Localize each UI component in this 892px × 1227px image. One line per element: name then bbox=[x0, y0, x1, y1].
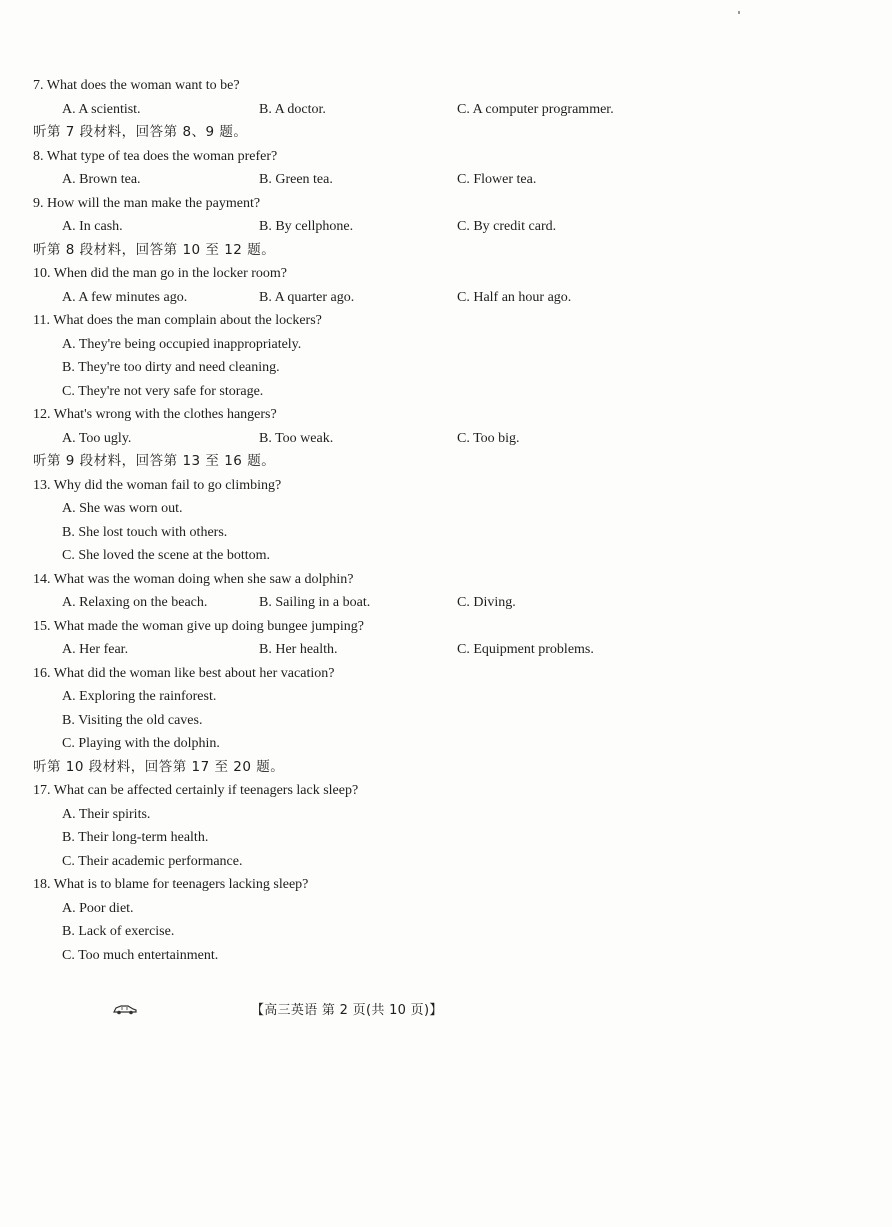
option-c: C. Too big. bbox=[457, 430, 520, 446]
answer-option: B. Lack of exercise. bbox=[62, 924, 175, 939]
option-c: C. Half an hour ago. bbox=[457, 289, 572, 305]
answer-option: A. Poor diet. bbox=[62, 900, 134, 916]
answer-option: C. She loved the scene at the bottom. bbox=[62, 548, 271, 563]
question-stem: 8. What type of tea does the woman prefer? bbox=[33, 148, 278, 164]
page-number-label: 【高三英语 第 2 页(共 10 页)】 bbox=[251, 1003, 443, 1018]
option-a: A. Relaxing on the beach. bbox=[62, 595, 208, 610]
answer-option: B. They're too dirty and need cleaning. bbox=[62, 360, 280, 375]
answer-option: C. They're not very safe for storage. bbox=[62, 383, 264, 399]
question-stem: 7. What does the woman want to be? bbox=[33, 78, 240, 93]
question-stem: 9. How will the man make the payment? bbox=[33, 195, 261, 211]
question-stem: 11. What does the man complain about the lockers? bbox=[33, 313, 322, 328]
answer-option: B. Visiting the old caves. bbox=[62, 712, 203, 728]
option-b: B. Sailing in a boat. bbox=[259, 595, 371, 610]
section-instruction: 听第 10 段材料，回答第 17 至 20 题。 bbox=[33, 758, 285, 775]
question-stem: 10. When did the man go in the locker room? bbox=[33, 266, 288, 281]
option-c: C. Flower tea. bbox=[457, 172, 537, 187]
option-b: B. Too weak. bbox=[259, 430, 334, 446]
question-stem: 18. What is to blame for teenagers lacking sleep? bbox=[33, 877, 309, 892]
option-b: B. Her health. bbox=[259, 642, 338, 657]
answer-option: B. Their long-term health. bbox=[62, 830, 209, 845]
answer-option: C. Their academic performance. bbox=[62, 853, 243, 869]
option-a: A. A few minutes ago. bbox=[62, 289, 188, 305]
option-c: C. A computer programmer. bbox=[457, 101, 614, 117]
question-stem: 14. What was the woman doing when she saw a dolphin? bbox=[33, 571, 354, 587]
option-a: A. A scientist. bbox=[62, 101, 141, 117]
option-a: A. In cash. bbox=[62, 219, 123, 234]
question-stem: 17. What can be affected certainly if teenagers lack sleep? bbox=[33, 783, 359, 798]
options-row bbox=[33, 427, 853, 451]
question-stem: 16. What did the woman like best about her vacation? bbox=[33, 665, 335, 681]
option-b: B. A quarter ago. bbox=[259, 289, 355, 305]
option-c: C. Diving. bbox=[457, 595, 516, 610]
page-footer bbox=[0, 997, 892, 1019]
option-c: C. Equipment problems. bbox=[457, 642, 594, 657]
section-instruction: 听第 9 段材料，回答第 13 至 16 题。 bbox=[33, 453, 276, 469]
question-stem: 13. Why did the woman fail to go climbing? bbox=[33, 477, 282, 493]
options-row bbox=[33, 215, 853, 239]
options-row bbox=[33, 591, 853, 615]
options-row bbox=[33, 638, 853, 662]
option-b: B. A doctor. bbox=[259, 101, 326, 117]
option-a: A. Too ugly. bbox=[62, 430, 132, 446]
answer-option: C. Too much entertainment. bbox=[62, 947, 219, 963]
question-stem: 12. What's wrong with the clothes hangers? bbox=[33, 407, 277, 422]
option-a: A. Brown tea. bbox=[62, 172, 141, 187]
answer-option: A. Exploring the rainforest. bbox=[62, 689, 217, 704]
answer-option: C. Playing with the dolphin. bbox=[62, 736, 220, 751]
question-stem: 15. What made the woman give up doing bungee jumping? bbox=[33, 618, 365, 634]
answer-option: A. Their spirits. bbox=[62, 806, 151, 822]
options-row bbox=[33, 286, 853, 310]
option-b: B. By cellphone. bbox=[259, 219, 354, 234]
answer-option: B. She lost touch with others. bbox=[62, 524, 228, 540]
question-list bbox=[33, 74, 853, 967]
option-a: A. Her fear. bbox=[62, 642, 129, 657]
car-logo-icon bbox=[112, 1003, 138, 1015]
options-row bbox=[33, 168, 853, 192]
options-row bbox=[33, 98, 853, 122]
section-instruction: 听第 7 段材料，回答第 8、9 题。 bbox=[33, 124, 248, 140]
scan-mark bbox=[738, 11, 740, 14]
answer-option: A. She was worn out. bbox=[62, 501, 183, 516]
option-c: C. By credit card. bbox=[457, 219, 557, 234]
answer-option: A. They're being occupied inappropriately. bbox=[62, 336, 302, 352]
option-b: B. Green tea. bbox=[259, 172, 333, 187]
section-instruction: 听第 8 段材料，回答第 10 至 12 题。 bbox=[33, 241, 276, 258]
